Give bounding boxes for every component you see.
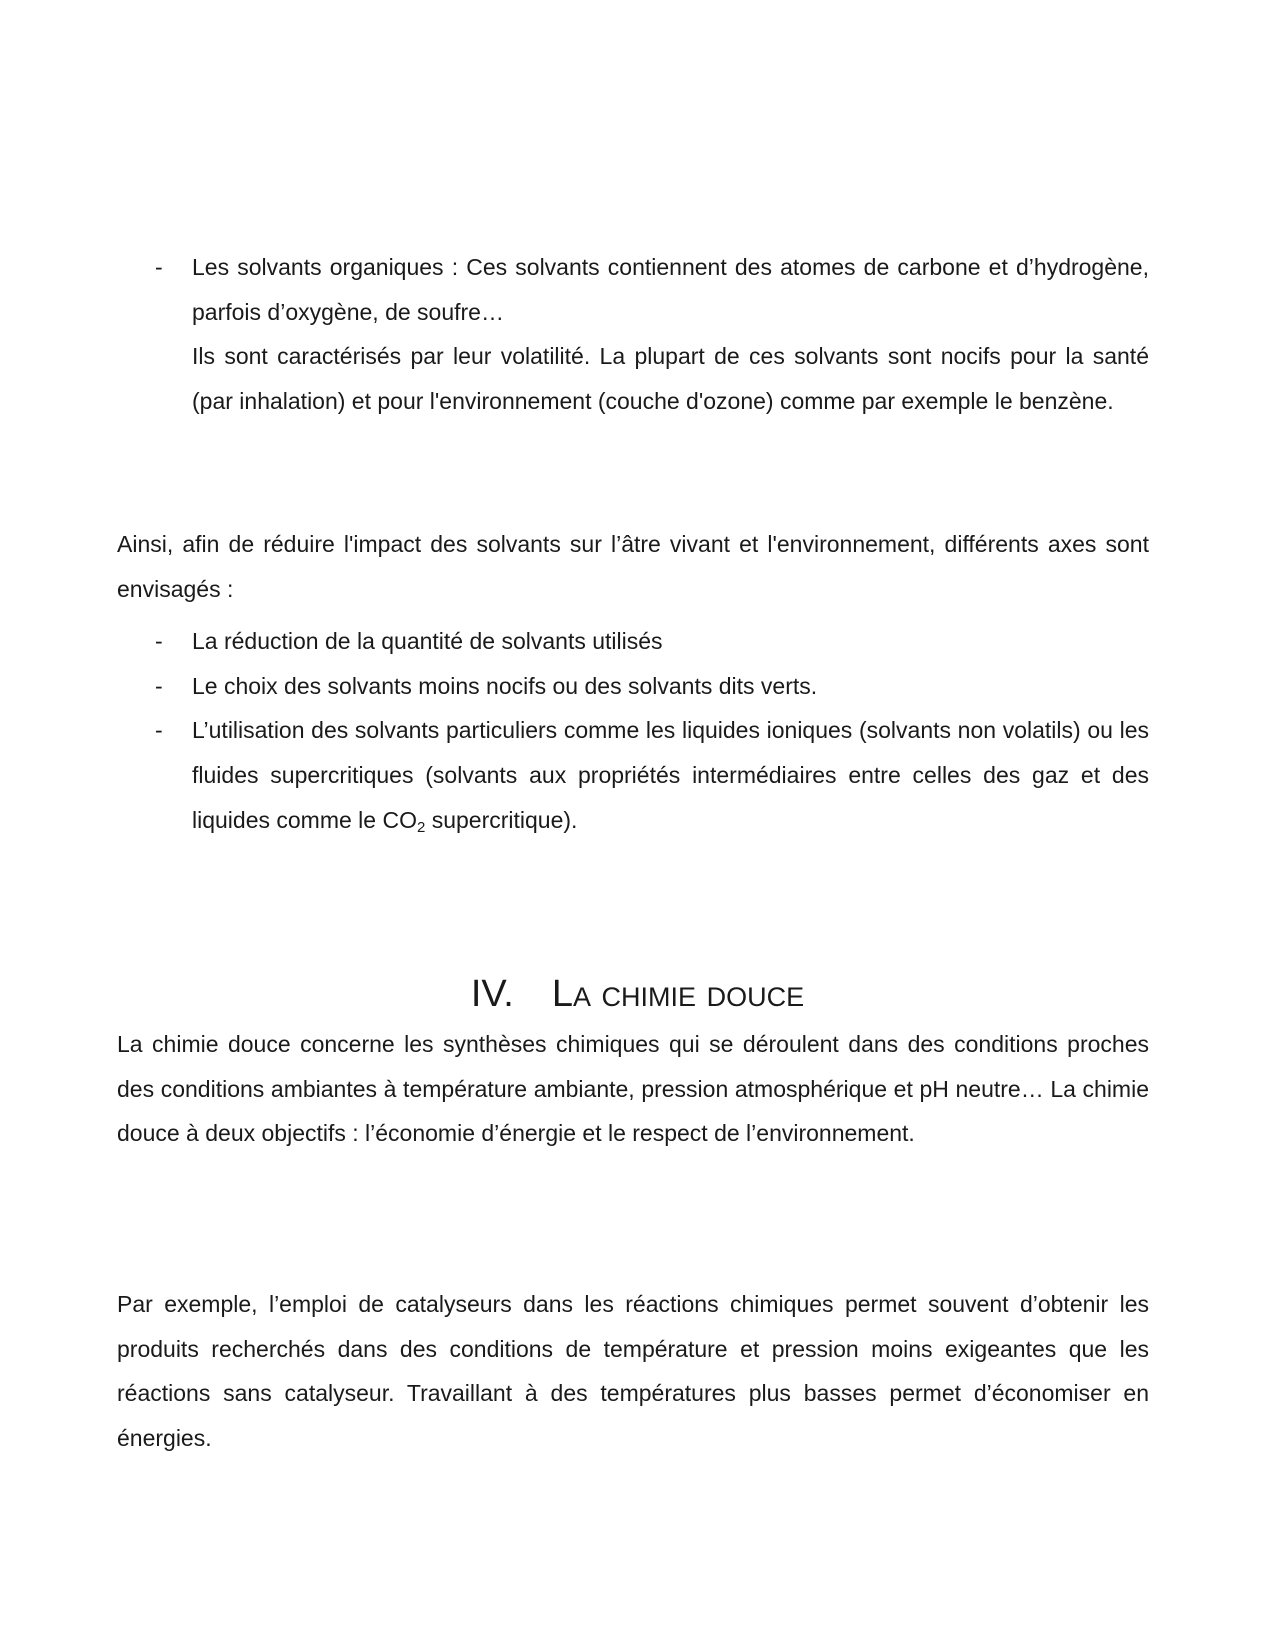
bullet-dash: - [155,254,163,280]
axis-item-text: L’utilisation des solvants particuliers comme les liquides ioniques (solvants non volatils) ou les fluides supercritiques (solvants aux propriétés intermédiaires entre celles des gaz et des liquides comme le CO [192,717,1149,833]
list-item [117,619,1149,664]
section-number: IV. [470,973,514,1015]
axis-item-text: Le choix des solvants moins nocifs ou des solvants dits verts. [192,672,818,699]
organic-solvents-list [117,245,1149,424]
organic-solvents-details: Ils sont caractérisés par leur volatilité. La plupart de ces solvants sont nocifs pour la santé (par inhalation) et pour l'environnement (couche d'ozone) comme par exemple le benzène. [192,343,1149,415]
section-heading [0,970,1275,1018]
section-title: La chimie douce [551,973,805,1015]
axes-list [117,619,1149,843]
axis-item-text: La réduction de la quantité de solvants utilisés [192,628,663,654]
list-item [117,708,1149,842]
organic-solvents-text: Les solvants organiques : Ces solvants contiennent des atomes de carbone et d’hydrogène, parfois d’oxygène, de soufre… [192,254,1149,325]
axis-item-text-end: supercritique). [425,806,578,833]
example-paragraph: Par exemple, l’emploi de catalyseurs dans les réactions chimiques permet souvent d’obtenir les produits recherchés dans des conditions de température et pression moins exigeantes que les réactions sans catalyseur. Travaillant à des températures plus basses permet d’économiser en énergies. [117,1291,1149,1452]
list-item [117,664,1149,709]
axes-paragraph: Ainsi, afin de réduire l'impact des solvants sur l’âtre vivant et l'environnement, différents axes sont envisagés : [117,531,1149,602]
bullet-dash: - [155,628,163,654]
bullet-dash: - [155,717,163,744]
co2-subscript: 2 [416,818,426,836]
bullet-dash: - [155,672,163,699]
chimie-douce-paragraph: La chimie douce concerne les synthèses chimiques qui se déroulent dans des conditions proches des conditions ambiantes à température ambiante, pression atmosphérique et pH neutre… La chimie douce à deux objectifs : l’économie d’énergie et le respect de l’environnement. [117,1031,1149,1147]
list-item [117,245,1149,424]
